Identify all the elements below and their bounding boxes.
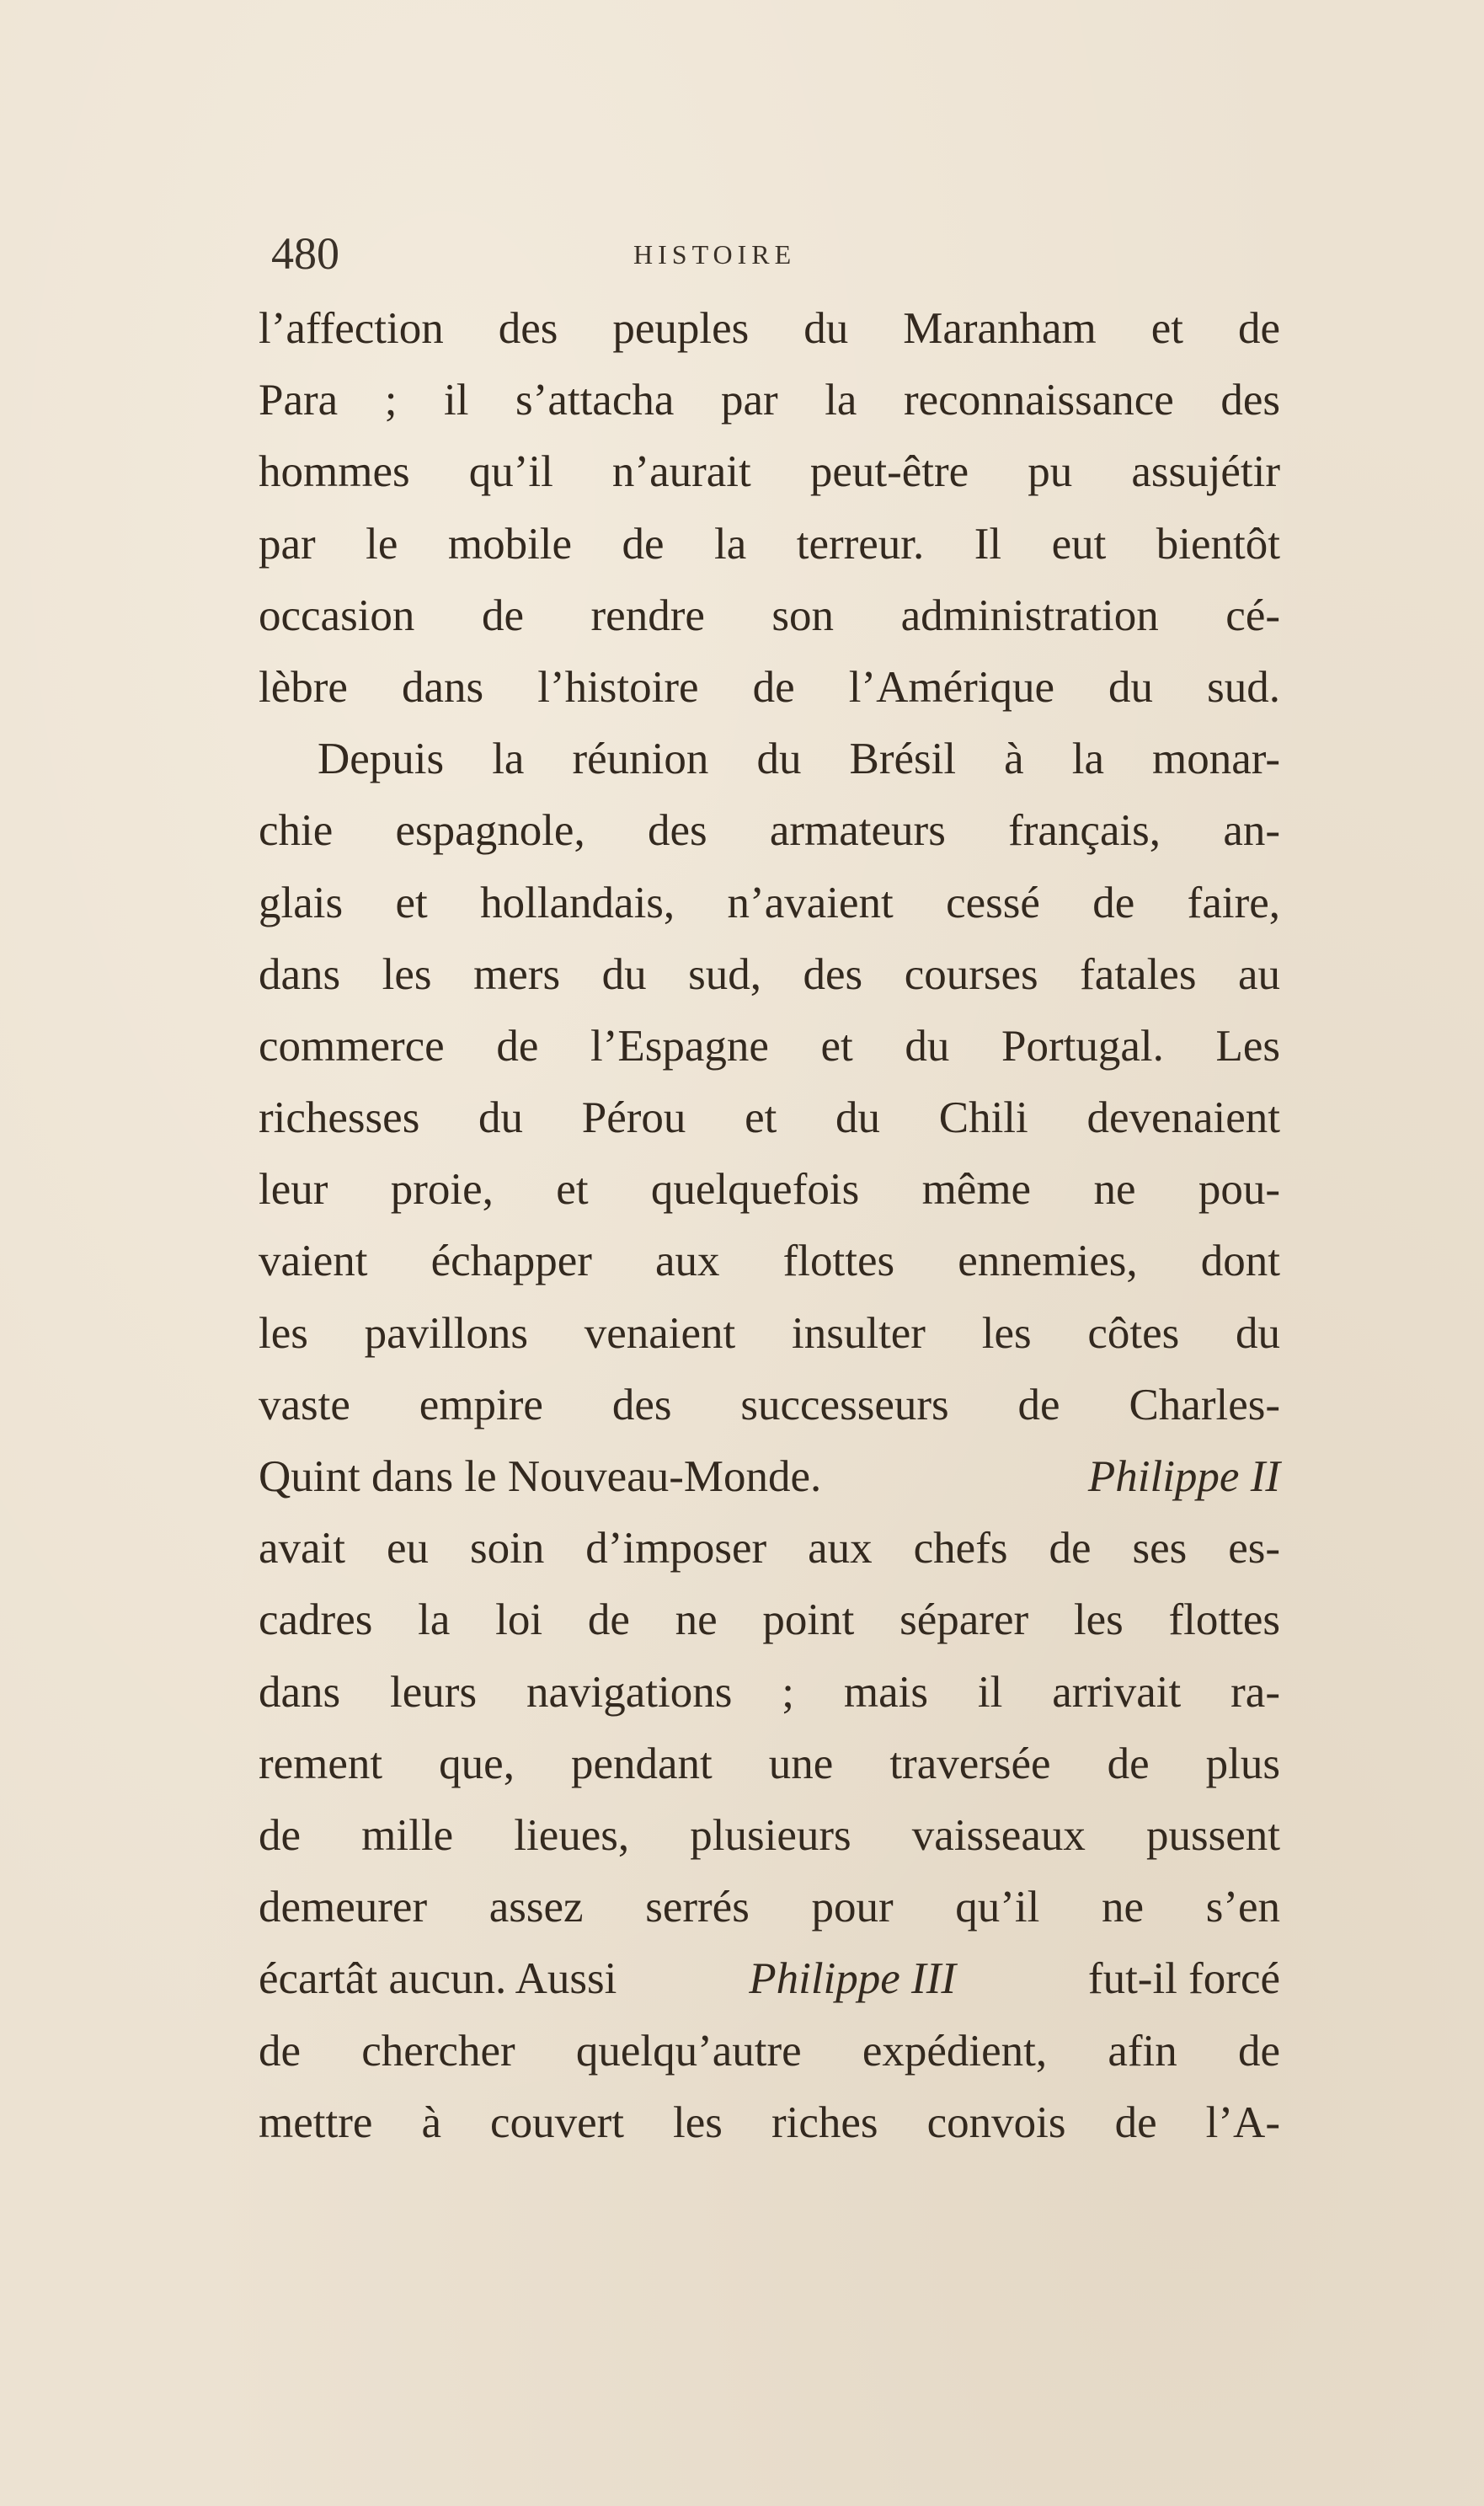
text-line: richesses du Pérou et du Chili devenaient (259, 1093, 1280, 1143)
text-line: vaient échapper aux flottes ennemies, dont (259, 1237, 1280, 1286)
text-line: hommes qu’il n’aurait peut-être pu assujétir (259, 447, 1280, 497)
text-segment: écartât aucun. Aussi (259, 1954, 617, 2004)
text-segment: fut-il forcé (1087, 1954, 1280, 2004)
text-line: commerce de l’Espagne et du Portugal. Les (259, 1021, 1280, 1071)
text-line (259, 1943, 1280, 2015)
text-segment: Quint dans le Nouveau-Monde. (259, 1452, 822, 1501)
text-line: dans les mers du sud, des courses fatales au (259, 949, 1280, 999)
text-line: mettre à couvert les riches convois de l’A- (259, 2097, 1280, 2147)
page-number: 480 (271, 228, 339, 279)
text-line: de mille lieues, plusieurs vaisseaux pussent (259, 1810, 1280, 1860)
text-line (259, 1441, 1280, 1513)
text-line: l’affection des peuples du Maranham et de (259, 304, 1280, 353)
running-head-title: HISTOIRE (633, 239, 797, 270)
text-line: de chercher quelqu’autre expédient, afin de (259, 2026, 1280, 2076)
text-line: par le mobile de la terreur. Il eut bientôt (259, 519, 1280, 569)
text-line: rement que, pendant une traversée de plus (259, 1739, 1280, 1788)
text-line: lèbre dans l’histoire de l’Amérique du sud. (259, 662, 1280, 712)
text-line: glais et hollandais, n’avaient cessé de faire, (259, 878, 1280, 927)
page-body-text (259, 293, 1280, 2159)
text-line: dans leurs navigations ; mais il arrivait ra- (259, 1667, 1280, 1717)
text-line: demeurer assez serrés pour qu’il ne s’en (259, 1883, 1280, 1932)
text-line: chie espagnole, des armateurs français, an- (259, 806, 1280, 856)
text-line: avait eu soin d’imposer aux chefs de ses es- (259, 1524, 1280, 1574)
text-line: Para ; il s’attacha par la reconnaissance des (259, 376, 1280, 425)
running-header (271, 227, 1278, 278)
text-line: occasion de rendre son administration cé- (259, 590, 1280, 640)
text-line: Depuis la réunion du Brésil à la monar- (318, 735, 1280, 784)
text-line: cadres la loi de ne point séparer les flottes (259, 1595, 1280, 1645)
text-line: vaste empire des successeurs de Charles- (259, 1380, 1280, 1429)
text-line: leur proie, et quelquefois même ne pou- (259, 1165, 1280, 1215)
italic-name: Philippe III (749, 1954, 957, 2004)
italic-name: Philippe II (1087, 1452, 1280, 1501)
text-line: les pavillons venaient insulter les côtes du (259, 1308, 1280, 1358)
